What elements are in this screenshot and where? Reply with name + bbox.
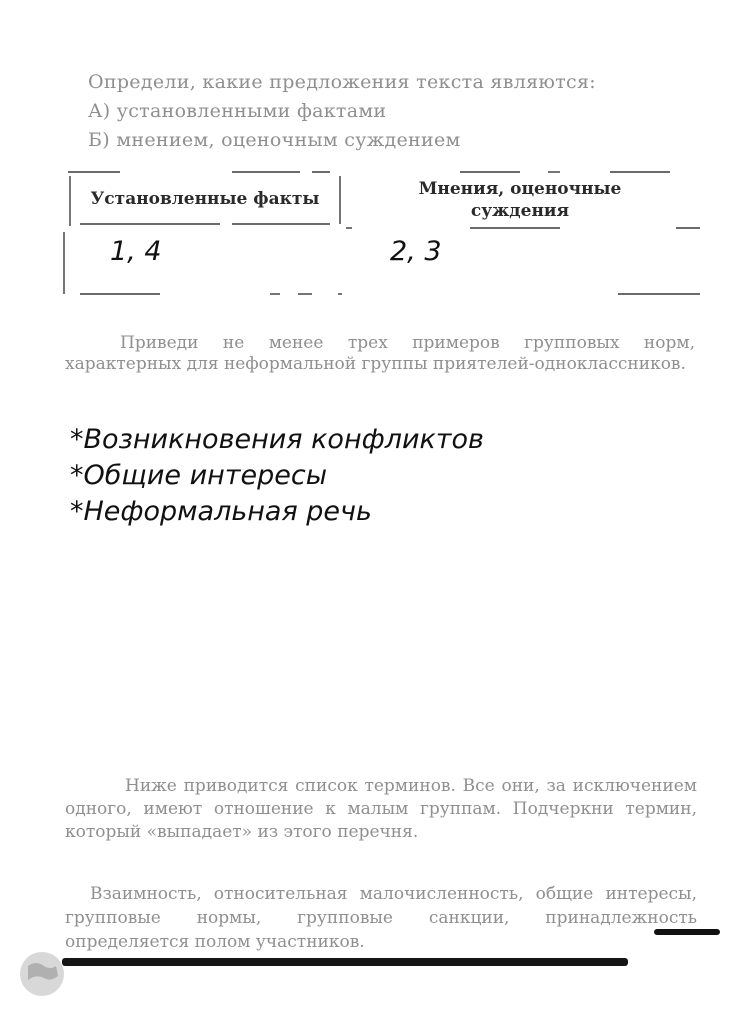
task3-prompt: Ниже приводится список терминов. Все они, за исключением одного, имеют отношение к малым группам. Подчеркни термин, который «выпадает» из этого перечня. xyxy=(65,776,697,842)
answer-table-lines xyxy=(0,0,734,320)
answer-line-2: *Общие интересы xyxy=(70,460,328,491)
watermark-globe-icon xyxy=(14,946,70,1002)
bottom-bar xyxy=(62,958,628,966)
answer-line-1: *Возникновения конфликтов xyxy=(70,424,484,455)
task1-option-b: Б) мнением, оценочным суждением xyxy=(88,129,461,151)
handwritten-answer xyxy=(70,422,484,530)
task4-terms: Взаимность, относительная малочисленность, общие интересы, групповые нормы, групповые санкции, принадлежность определяется полом участников. xyxy=(65,884,697,952)
answer-opinions: 2, 3 xyxy=(390,236,442,267)
table-header-opinions: Мнения, оценочные суждения xyxy=(418,179,622,221)
table-header-facts: Установленные факты xyxy=(90,189,320,209)
answer-facts: 1, 4 xyxy=(110,236,162,267)
answer-line-3: *Неформальная речь xyxy=(70,496,372,527)
task1-prompt: Определи, какие предложения текста являются: xyxy=(88,71,596,93)
task1-option-a: А) установленными фактами xyxy=(88,100,387,122)
underline-mark xyxy=(654,929,720,935)
task2-prompt: Приведи не менее трех примеров групповых норм, характерных для неформальной группы приятелей-одноклассников. xyxy=(65,333,695,374)
